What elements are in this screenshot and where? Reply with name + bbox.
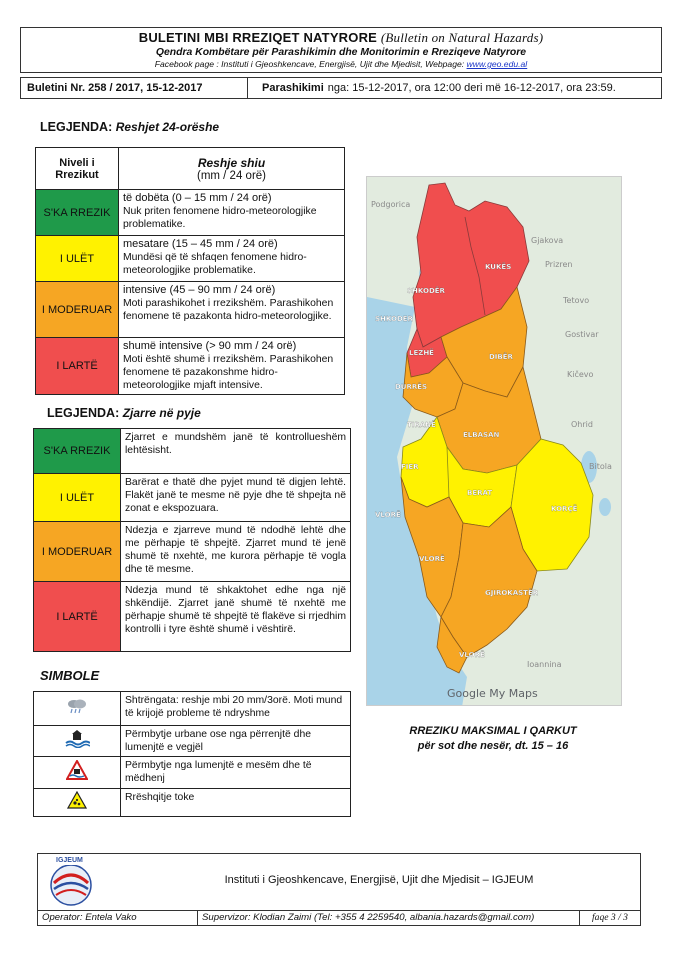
supervisor: Supervizor: Klodian Zaimi (Tel: +355 4 2259540, albania.hazards@gmail.com) <box>198 911 580 925</box>
symbol-row-urban-flood <box>34 726 351 757</box>
label-shkoder-west: SHKODER <box>375 315 413 323</box>
label-elbasan: ELBASAN <box>463 431 500 439</box>
rain-legend-subtitle: Reshjet 24-orëshe <box>115 120 220 134</box>
urban-flood-icon <box>34 726 121 757</box>
rain-row-low <box>36 236 345 282</box>
operator: Operator: Entela Vako <box>38 911 198 925</box>
label-kukes: KUKËS <box>485 263 512 271</box>
forecast-text: nga: 15-12-2017, ora 12:00 deri më 16-12-2017, ora 23:59. <box>327 82 616 94</box>
fire-level-high: I LARTË <box>34 582 121 652</box>
fire-row-high <box>34 582 351 652</box>
rain-desc: Moti parashikohet i rrezikshëm. Parashikohen fenomene të pazakonta hidro-meteorologjike. <box>123 298 334 322</box>
forecast-period <box>248 78 661 98</box>
fire-level-moderate: I MODERUAR <box>34 522 121 582</box>
rain-amount: mesatare (15 – 45 mm / 24 orë) <box>123 238 278 250</box>
fire-legend-title <box>47 406 201 420</box>
place-ohrid: Ohrid <box>571 420 593 429</box>
rain-legend-title <box>40 120 219 134</box>
rain-col-title: Reshje shiu <box>197 155 266 170</box>
forecast-label: Parashikimi <box>262 82 324 94</box>
label-shkoder: SHKODËR <box>407 287 445 295</box>
website-link[interactable]: www.geo.edu.al <box>466 59 528 69</box>
symbol-desc-storm: Shtrëngata: reshje mbi 20 mm/3orë. Moti mund të krijojë probleme të ndryshme <box>121 692 351 726</box>
symbols-title: SIMBOLE <box>40 668 100 683</box>
bulletin-info-bar <box>20 77 662 99</box>
map-caption-line1: RREZIKU MAKSIMAL I QARKUT <box>409 725 577 737</box>
label-korce: KORÇË <box>551 505 578 513</box>
lake-prespa <box>599 498 611 516</box>
rain-row-high <box>36 338 345 395</box>
rain-desc-high <box>119 338 345 395</box>
albania-map-svg <box>367 177 622 706</box>
rain-desc-moderate <box>119 282 345 338</box>
rain-level-low: I ULËT <box>36 236 119 282</box>
rain-amount: intensive (45 – 90 mm / 24 orë) <box>123 284 276 296</box>
symbol-row-river-flood <box>34 757 351 789</box>
title-english: (Bulletin on Natural Hazards) <box>380 30 544 45</box>
map-caption <box>370 724 616 754</box>
fire-row-none <box>34 429 351 474</box>
rain-level-moderate: I MODERUAR <box>36 282 119 338</box>
facebook-text: Facebook page : Instituti i Gjeoshkencave, Energjisë, Ujit dhe Mjedisit, Webpage: <box>154 59 467 69</box>
symbol-desc-urban-flood: Përmbytje urbane ose nga përrenjtë dhe lumenjtë e vegjël <box>121 726 351 757</box>
rain-col-level: Niveli i Rrezikut <box>36 148 119 190</box>
symbol-desc-landslide: Rrëshqitje toke <box>121 789 351 817</box>
footer-box <box>37 853 641 911</box>
title-text: BULETINI MBI RREZIQET NATYRORE <box>138 30 378 45</box>
rain-level-none: S'KA RREZIK <box>36 190 119 236</box>
rain-desc: Moti është shumë i rrezikshëm. Parashikohen fenomene të pazakonshme hidro-meteorologjike mjaft intensive. <box>123 354 334 391</box>
fire-row-moderate <box>34 522 351 582</box>
place-ioannina: Ioannina <box>527 660 562 669</box>
rain-desc-none <box>119 190 345 236</box>
place-kicevo: Kičevo <box>567 370 594 379</box>
rain-desc: Nuk priten fenomene hidro-meteorologjike problematike. <box>123 206 317 230</box>
footer-bar <box>37 910 641 926</box>
label-durres: DURRËS <box>395 383 428 391</box>
fire-legend-table <box>33 428 351 652</box>
rain-row-none <box>36 190 345 236</box>
label-vlore-south: VLORË <box>459 651 485 659</box>
bulletin-header <box>20 27 662 73</box>
center-name: Qendra Kombëtare për Parashikimin dhe Monitorimin e Rreziqeve Natyrore <box>155 47 527 58</box>
fire-desc-low: Barërat e thatë dhe pyjet mund të digjen lehtë. Flakët janë te mesme në pyje dhe të shpejta në zonat e ekspozuara. <box>121 474 351 522</box>
fire-desc-none: Zjarret e mundshëm janë të kontrollueshëm lehtësisht. <box>121 429 351 474</box>
rain-legend-table <box>35 147 345 395</box>
rain-level-high: I LARTË <box>36 338 119 395</box>
place-gostivar: Gostivar <box>565 330 599 339</box>
fire-row-low <box>34 474 351 522</box>
map-caption-line2: për sot dhe nesër, dt. 15 – 16 <box>417 740 569 752</box>
landslide-icon <box>34 789 121 817</box>
place-podgorica: Podgorica <box>371 200 411 209</box>
bulletin-title <box>21 30 661 46</box>
rain-amount: të dobëta (0 – 15 mm / 24 orë) <box>123 192 272 204</box>
symbols-table <box>33 691 351 817</box>
symbol-row-storm <box>34 692 351 726</box>
fire-legend-subtitle: Zjarre në pyje <box>122 406 201 420</box>
label-diber: DIBËR <box>489 353 513 361</box>
bulletin-number: Buletini Nr. 258 / 2017, 15-12-2017 <box>21 78 248 98</box>
label-vlore-north: VLORË <box>375 511 401 519</box>
label-gjirokaster: GJIROKASTËR <box>485 589 539 597</box>
river-flood-icon <box>34 757 121 789</box>
rain-row-moderate <box>36 282 345 338</box>
fire-level-low: I ULËT <box>34 474 121 522</box>
rain-col-unit: (mm / 24 orë) <box>196 169 266 182</box>
storm-cloud-icon <box>34 692 121 726</box>
symbol-row-landslide <box>34 789 351 817</box>
place-bitola: Bitola <box>589 462 612 471</box>
fire-level-none: S'KA RREZIK <box>34 429 121 474</box>
logo-text: IGJEUM <box>56 857 83 864</box>
rain-legend-label: LEGJENDA: <box>40 120 113 134</box>
fire-legend-label: LEGJENDA: <box>47 406 120 420</box>
map-attribution: Google My Maps <box>447 687 538 700</box>
symbol-desc-river-flood: Përmbytje nga lumenjtë e mesëm dhe të mëdhenj <box>121 757 351 789</box>
fire-desc-moderate: Ndezja e zjarreve mund të ndodhë lehtë dhe me përhapje të shpejtë. Zjarret mund të jenë shumë të nxehtë, me kurora përhapje të vogla dhe të mesme. <box>121 522 351 582</box>
page-number: faqe 3 / 3 <box>592 912 628 923</box>
place-gjakova: Gjakova <box>531 236 564 245</box>
facebook-line <box>21 59 661 69</box>
institute-name: Instituti i Gjeoshkencave, Energjisë, Ujit dhe Mjedisit – IGJEUM <box>224 874 534 886</box>
rain-desc: Mundësi që të shfaqen fenomene hidro-meteorologjike problematike. <box>123 252 307 276</box>
rain-amount: shumë intensive (> 90 mm / 24 orë) <box>123 340 297 352</box>
hazard-map[interactable] <box>366 176 622 706</box>
fire-desc-high: Ndezja mund të shkaktohet edhe nga një shkëndijë. Zjarret janë shumë të nxehtë me përhapje shumë të shpejtë të flakëve si rrjedhim kontrolli i tyre është shumë i vështirë. <box>121 582 351 652</box>
rain-col-amount <box>119 148 345 190</box>
place-prizren: Prizren <box>545 260 573 269</box>
place-tetovo: Tetovo <box>563 296 590 305</box>
label-vlore: VLORË <box>419 555 445 563</box>
rain-desc-low <box>119 236 345 282</box>
label-berat: BERAT <box>467 489 493 497</box>
label-fier: FIER <box>401 463 419 471</box>
label-tirane: TIRANË <box>407 421 436 429</box>
label-lezhe: LEZHË <box>409 349 434 357</box>
